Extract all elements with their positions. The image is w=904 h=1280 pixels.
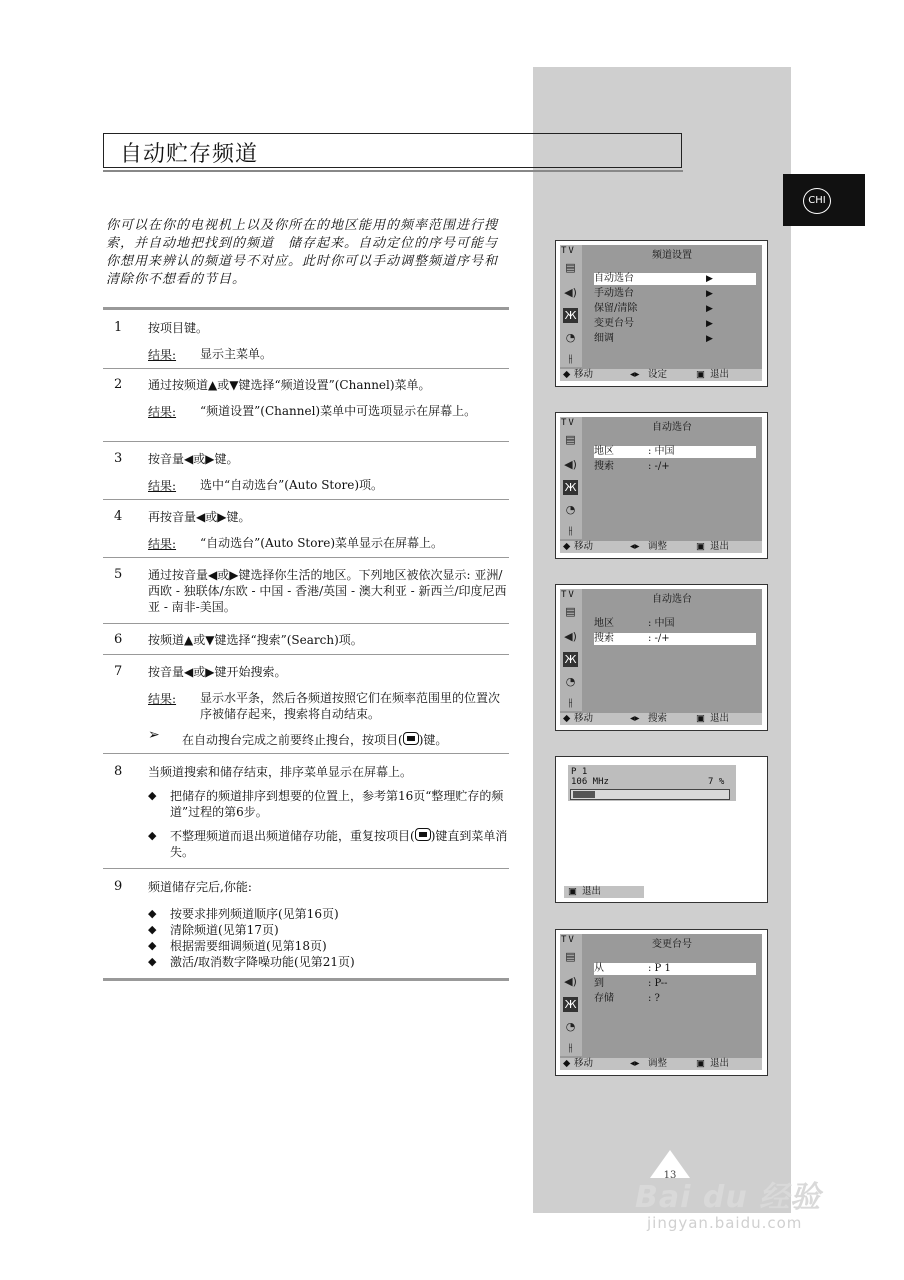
step-divider	[103, 557, 509, 558]
watermark-url: jingyan.baidu.com	[647, 1214, 803, 1232]
tv-screen-auto-store-search	[555, 584, 768, 731]
intro-paragraph: 你可以在你的电视机上以及你所在的地区能用的频率范围进行搜索，并自动地把找到的频道 储存起来。自动定位的序号可能与你想用来辨认的频道号不对应。此时你可以手动调整频道序号和清除你不想看的节目。	[106, 218, 499, 287]
step-number: 2	[114, 377, 123, 392]
clock-icon: ◔	[565, 503, 576, 516]
result-label: 结果:	[148, 479, 177, 493]
menu-footer	[560, 369, 762, 381]
step-text: 通过按音量◀或▶键选择你生活的地区。下列地区被依次显示: 亚洲/西欧 - 独联体/东欧 - 中国 - 香港/英国 - 澳大利亚 - 新西兰/印度尼西亚 - 南非-美国。	[148, 568, 507, 614]
channel-antenna-icon: Ж	[564, 309, 577, 322]
step-text: 再按音量◀或▶键。	[148, 510, 251, 524]
menu-item-manual-store	[594, 288, 756, 300]
bullet-text	[170, 828, 510, 860]
footer-label: 退出	[710, 713, 730, 724]
progress-panel	[568, 765, 736, 801]
menu-item-label: 存储	[594, 993, 614, 1004]
menu-item-label: 地区	[594, 446, 614, 457]
footer-label: 设定	[648, 369, 668, 380]
step-number: 3	[114, 451, 123, 466]
menu-key-icon	[403, 732, 419, 745]
tv-label: TV	[561, 418, 576, 428]
menu-item-area	[594, 446, 756, 458]
arrow-right-icon: ▶	[706, 274, 713, 284]
up-down-icon: ◆	[563, 369, 571, 380]
menu-item-label: 搜索	[594, 461, 614, 472]
menu-item-auto-store	[594, 273, 756, 285]
menu-icon-column	[560, 934, 582, 1056]
bullet-text: 清除频道(见第17页)	[170, 923, 279, 937]
sound-icon: ◀)	[564, 975, 577, 988]
up-down-icon: ◆	[563, 713, 571, 724]
menu-footer	[564, 886, 644, 898]
sound-icon: ◀)	[564, 630, 577, 643]
step-divider	[103, 441, 509, 442]
menu-item-label: 地区	[594, 618, 614, 629]
baidu-watermark	[635, 1152, 885, 1242]
section-divider	[103, 307, 509, 310]
menu-icon-column	[560, 417, 582, 539]
clock-icon: ◔	[565, 331, 576, 344]
bullet-text: 把储存的频道排序到想要的位置上，参考第16页“整理贮存的频道”过程的第6步。	[170, 789, 504, 819]
result-text: “自动选台”(Auto Store)菜单显示在屏幕上。	[200, 536, 443, 550]
step-divider	[103, 753, 509, 754]
menu-footer	[560, 713, 762, 725]
tv-label: TV	[561, 590, 576, 600]
left-right-icon: ◂▸	[630, 1058, 640, 1069]
menu-item-store	[594, 993, 756, 1005]
menu-item-value: : 中国	[648, 446, 675, 457]
note-text-part: )键。	[418, 733, 448, 747]
language-badge	[783, 174, 865, 226]
footer-label: 退出	[710, 541, 730, 552]
page-title-box	[103, 133, 682, 168]
step-text: 按项目键。	[148, 321, 209, 335]
menu-item-label: 细调	[594, 333, 614, 344]
note-arrow-icon: ➢	[148, 727, 160, 743]
step-text: 按音量◀或▶键。	[148, 452, 239, 466]
step-divider	[103, 654, 509, 655]
step-divider	[103, 623, 509, 624]
bullet-icon: ◆	[148, 939, 157, 952]
setup-icon: ⫲	[568, 524, 573, 537]
clock-icon: ◔	[565, 675, 576, 688]
menu-title: 变更台号	[652, 939, 692, 950]
menu-item-label: 手动选台	[594, 288, 634, 299]
footer-label: 调整	[648, 541, 668, 552]
menu-item-search	[594, 633, 756, 645]
step-number: 1	[114, 320, 123, 335]
tv-screen-sort	[555, 929, 768, 1076]
tv-label: TV	[561, 935, 576, 945]
menu-title: 频道设置	[652, 250, 692, 261]
menu-icon-column	[560, 245, 582, 367]
menu-footer	[560, 541, 762, 553]
menu-item-label: 到	[594, 978, 604, 989]
menu-item-to	[594, 978, 756, 990]
frequency-readout: 106 MHz	[571, 777, 609, 787]
clock-icon: ◔	[565, 1020, 576, 1033]
arrow-right-icon: ▶	[706, 304, 713, 314]
menu-item-fine-tune	[594, 333, 756, 345]
section-divider	[103, 978, 509, 981]
note-text-part: 在自动搜台完成之前要终止搜台，按项目(	[182, 733, 403, 747]
bullet-icon: ◆	[148, 955, 157, 968]
menu-icon-column	[560, 589, 582, 711]
picture-icon: ▤	[565, 605, 576, 618]
page-number: 13	[663, 1170, 677, 1181]
step-number: 4	[114, 509, 123, 524]
bullet-icon: ◆	[148, 789, 157, 802]
up-down-icon: ◆	[563, 541, 571, 552]
footer-label: 调整	[648, 1058, 668, 1069]
footer-label: 退出	[710, 1058, 730, 1069]
result-label: 结果:	[148, 405, 177, 419]
bullet-icon: ◆	[148, 923, 157, 936]
channel-antenna-icon: Ж	[564, 653, 577, 666]
step-number: 7	[114, 664, 123, 679]
menu-item-sort	[594, 318, 756, 330]
note-text	[182, 731, 512, 748]
step-number: 5	[114, 567, 123, 582]
step-number: 6	[114, 632, 123, 647]
step-text: 频道储存完后,你能:	[148, 880, 252, 894]
tv-screen-search-progress	[555, 756, 768, 903]
step-divider	[103, 868, 509, 869]
footer-label: 退出	[710, 369, 730, 380]
footer-label: 移动	[574, 1058, 594, 1069]
menu-item-value: : P--	[648, 978, 668, 989]
bullet-text: 激活/取消数字降噪功能(见第21页)	[170, 955, 355, 969]
sound-icon: ◀)	[564, 458, 577, 471]
menu-key-icon: ▣	[696, 541, 705, 552]
bullet-icon: ◆	[148, 829, 157, 842]
menu-item-search	[594, 461, 756, 473]
bullet-text-part: )键直到菜单消失。	[170, 829, 508, 859]
language-badge-label: CHI	[803, 188, 831, 214]
result-text: 选中“自动选台”(Auto Store)项。	[200, 478, 383, 492]
percent-readout: 7 %	[708, 777, 725, 787]
program-number: P 1	[571, 767, 588, 777]
footer-label: 退出	[582, 886, 602, 897]
tv-screen-auto-store-area	[555, 412, 768, 559]
bullet-text: 根据需要细调频道(见第18页)	[170, 939, 327, 953]
setup-icon: ⫲	[568, 352, 573, 365]
result-text: 显示主菜单。	[200, 347, 273, 361]
result-text: 显示水平条，然后各频道按照它们在频率范围里的位置次序被储存起来，搜索将自动结束。	[200, 691, 501, 721]
menu-title: 自动选台	[652, 422, 692, 433]
result-label: 结果:	[148, 348, 177, 362]
menu-title: 自动选台	[652, 594, 692, 605]
menu-item-label: 自动选台	[594, 273, 634, 284]
tv-label: TV	[561, 246, 576, 256]
progress-fill	[573, 791, 595, 798]
result-label: 结果:	[148, 537, 177, 551]
setup-icon: ⫲	[568, 1041, 573, 1054]
title-underline	[103, 170, 683, 172]
bullet-icon: ◆	[148, 907, 157, 920]
bullet-text-part: 不整理频道而退出频道储存功能，重复按项目(	[170, 829, 415, 843]
menu-item-label: 搜索	[594, 633, 614, 644]
picture-icon: ▤	[565, 433, 576, 446]
step-text: 按频道▲或▼键选择“搜索”(Search)项。	[148, 633, 363, 647]
menu-item-value: : -/+	[648, 633, 670, 644]
step-divider	[103, 499, 509, 500]
step-text: 按音量◀或▶键开始搜索。	[148, 665, 287, 679]
menu-item-value: : P 1	[648, 963, 671, 974]
menu-item-label: 从	[594, 963, 604, 974]
up-down-icon: ◆	[563, 1058, 571, 1069]
menu-item-value: : ?	[648, 993, 660, 1004]
left-right-icon: ◂▸	[630, 713, 640, 724]
menu-key-icon: ▣	[568, 886, 577, 897]
menu-item-area	[594, 618, 756, 630]
menu-key-icon: ▣	[696, 713, 705, 724]
menu-item-value: : -/+	[648, 461, 670, 472]
menu-key-icon: ▣	[696, 369, 705, 380]
result-label: 结果:	[148, 692, 177, 706]
footer-label: 移动	[574, 369, 594, 380]
menu-item-value: : 中国	[648, 618, 675, 629]
picture-icon: ▤	[565, 261, 576, 274]
sound-icon: ◀)	[564, 286, 577, 299]
result-text: “频道设置”(Channel)菜单中可选项显示在屏幕上。	[200, 404, 477, 418]
arrow-right-icon: ▶	[706, 289, 713, 299]
menu-item-label: 保留/清除	[594, 303, 638, 314]
bullet-text: 按要求排列频道顺序(见第16页)	[170, 907, 339, 921]
arrow-right-icon: ▶	[706, 334, 713, 344]
progress-bar	[570, 789, 730, 800]
watermark-logo: Bai du 经验	[635, 1180, 822, 1215]
setup-icon: ⫲	[568, 696, 573, 709]
left-right-icon: ◂▸	[630, 541, 640, 552]
tv-screen-channel-menu	[555, 240, 768, 387]
menu-item-label: 变更台号	[594, 318, 634, 329]
footer-label: 搜索	[648, 713, 668, 724]
step-number: 8	[114, 764, 123, 779]
footer-label: 移动	[574, 713, 594, 724]
menu-key-icon: ▣	[696, 1058, 705, 1069]
step-text: 通过按频道▲或▼键选择“频道设置”(Channel)菜单。	[148, 378, 431, 392]
footer-label: 移动	[574, 541, 594, 552]
picture-icon: ▤	[565, 950, 576, 963]
step-text: 当频道搜索和储存结束，排序菜单显示在屏幕上。	[148, 765, 413, 779]
page-title: 自动贮存频道	[120, 142, 259, 167]
menu-item-add-delete	[594, 303, 756, 315]
left-right-icon: ◂▸	[630, 369, 640, 380]
arrow-right-icon: ▶	[706, 319, 713, 329]
channel-antenna-icon: Ж	[564, 481, 577, 494]
menu-item-from	[594, 963, 756, 975]
channel-antenna-icon: Ж	[564, 998, 577, 1011]
menu-key-icon	[415, 828, 431, 841]
step-number: 9	[114, 879, 123, 894]
menu-footer	[560, 1058, 762, 1070]
step-divider	[103, 368, 509, 369]
